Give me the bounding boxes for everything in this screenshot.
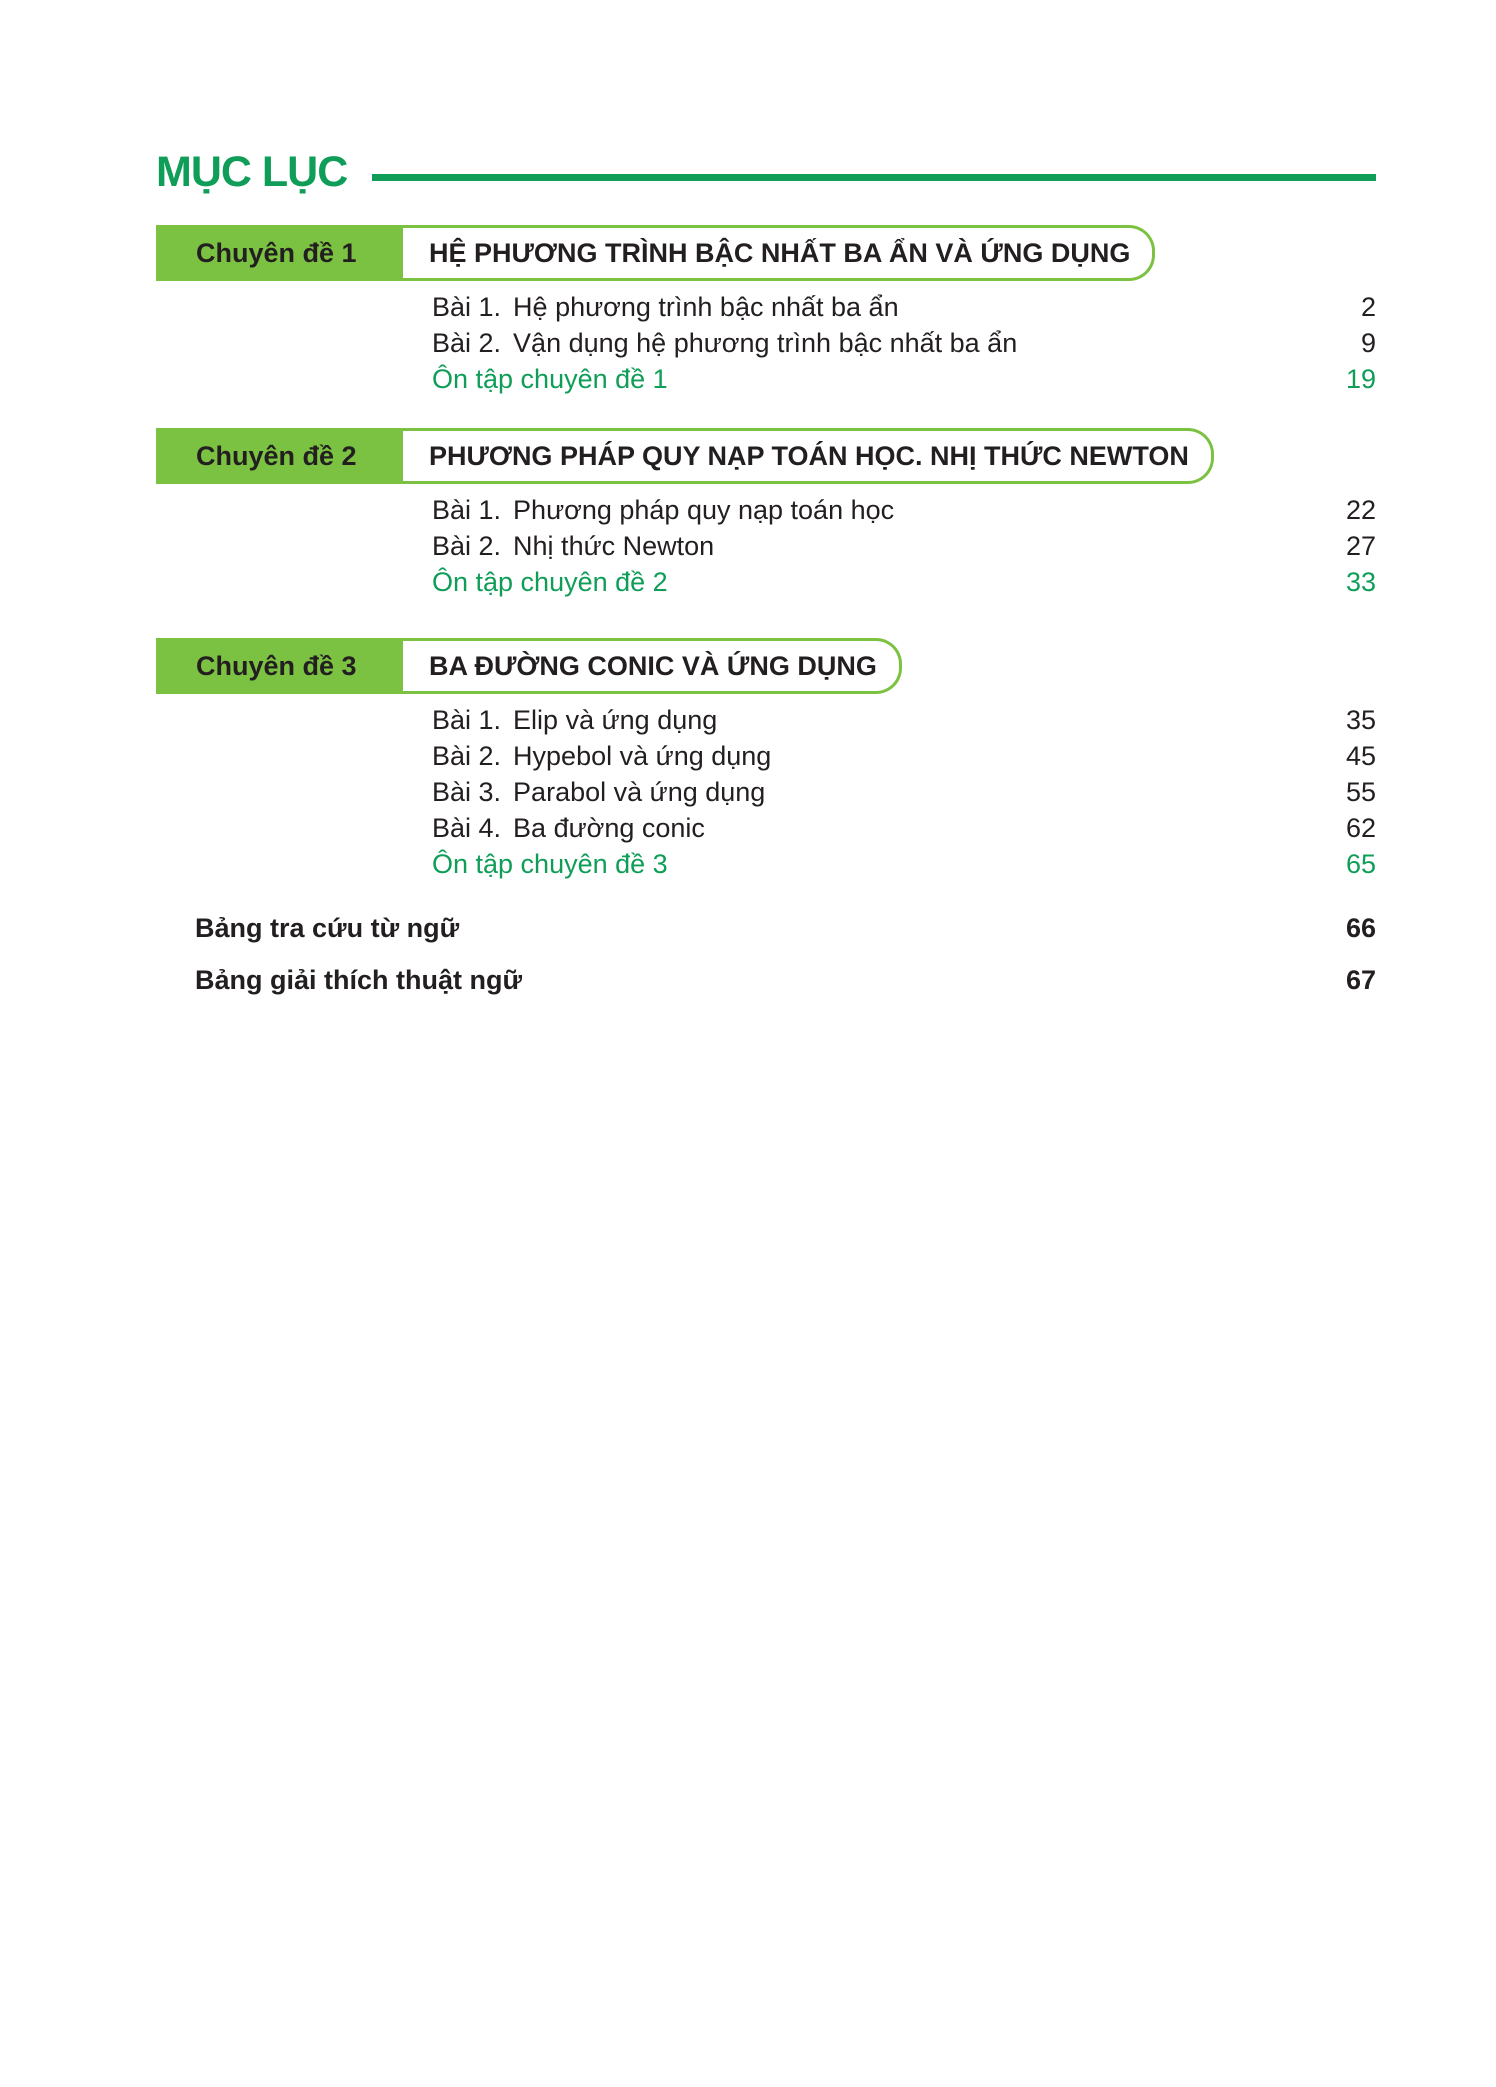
lesson-page-number: 27 bbox=[1345, 531, 1376, 561]
lesson-row[interactable] bbox=[156, 325, 1376, 361]
chapter-3 bbox=[156, 638, 1376, 882]
review-page-number: 65 bbox=[1345, 849, 1376, 879]
lesson-text bbox=[432, 528, 714, 564]
lesson-row[interactable] bbox=[156, 810, 1376, 846]
lesson-title: Hệ phương trình bậc nhất ba ẩn bbox=[513, 292, 899, 322]
review-title: Ôn tập chuyên đề 1 bbox=[432, 364, 668, 394]
chapter-title: PHƯƠNG PHÁP QUY NẠP TOÁN HỌC. NHỊ THỨC NEWTON bbox=[403, 428, 1214, 484]
review-title: Ôn tập chuyên đề 3 bbox=[432, 849, 668, 879]
lesson-text bbox=[432, 738, 771, 774]
chapter-2 bbox=[156, 428, 1376, 600]
lesson-list bbox=[156, 702, 1376, 882]
lesson-title: Elip và ứng dụng bbox=[513, 705, 718, 735]
lesson-list bbox=[156, 492, 1376, 600]
chapter-label: Chuyên đề 3 bbox=[156, 638, 403, 694]
lesson-number: Bài 3. bbox=[432, 777, 502, 807]
lesson-number: Bài 1. bbox=[432, 705, 502, 735]
chapter-label: Chuyên đề 1 bbox=[156, 225, 403, 281]
lesson-page-number: 9 bbox=[1360, 328, 1376, 358]
review-row[interactable] bbox=[156, 564, 1376, 600]
appendix-title: Bảng giải thích thuật ngữ bbox=[195, 965, 523, 995]
appendix-page-number: 66 bbox=[1345, 913, 1376, 943]
lesson-row[interactable] bbox=[156, 738, 1376, 774]
lesson-number: Bài 4. bbox=[432, 813, 502, 843]
lesson-page-number: 45 bbox=[1345, 741, 1376, 771]
lesson-title: Hypebol và ứng dụng bbox=[513, 741, 772, 771]
lesson-number: Bài 2. bbox=[432, 328, 502, 358]
lesson-number: Bài 1. bbox=[432, 495, 502, 525]
lesson-title: Parabol và ứng dụng bbox=[513, 777, 766, 807]
lesson-text bbox=[432, 702, 717, 738]
lesson-page-number: 55 bbox=[1345, 777, 1376, 807]
chapter-header bbox=[156, 428, 1376, 484]
lesson-text bbox=[432, 774, 765, 810]
lesson-page-number: 2 bbox=[1360, 292, 1376, 322]
chapter-header bbox=[156, 225, 1376, 281]
lesson-row[interactable] bbox=[156, 702, 1376, 738]
page-title: MỤC LỤC bbox=[156, 148, 348, 196]
lesson-number: Bài 2. bbox=[432, 741, 502, 771]
lesson-number: Bài 1. bbox=[432, 292, 502, 322]
chapter-title: BA ĐƯỜNG CONIC VÀ ỨNG DỤNG bbox=[403, 638, 902, 694]
lesson-row[interactable] bbox=[156, 289, 1376, 325]
lesson-title: Vận dụng hệ phương trình bậc nhất ba ẩn bbox=[513, 328, 1018, 358]
lesson-text bbox=[432, 325, 1017, 361]
lesson-row[interactable] bbox=[156, 528, 1376, 564]
title-rule bbox=[372, 174, 1376, 181]
chapter-title: HỆ PHƯƠNG TRÌNH BẬC NHẤT BA ẨN VÀ ỨNG DỤNG bbox=[403, 225, 1155, 281]
appendix-row[interactable] bbox=[195, 960, 1376, 1000]
lesson-title: Phương pháp quy nạp toán học bbox=[513, 495, 895, 525]
chapter-header bbox=[156, 638, 1376, 694]
review-page-number: 19 bbox=[1345, 364, 1376, 394]
chapter-1 bbox=[156, 225, 1376, 397]
appendix-title: Bảng tra cứu từ ngữ bbox=[195, 913, 460, 943]
lesson-number: Bài 2. bbox=[432, 531, 502, 561]
lesson-text bbox=[432, 289, 899, 325]
lesson-title: Ba đường conic bbox=[513, 813, 705, 843]
lesson-page-number: 22 bbox=[1345, 495, 1376, 525]
review-row[interactable] bbox=[156, 846, 1376, 882]
lesson-page-number: 35 bbox=[1345, 705, 1376, 735]
appendix-page-number: 67 bbox=[1345, 965, 1376, 995]
lesson-list bbox=[156, 289, 1376, 397]
review-page-number: 33 bbox=[1345, 567, 1376, 597]
review-title: Ôn tập chuyên đề 2 bbox=[432, 567, 668, 597]
appendix-row[interactable] bbox=[195, 908, 1376, 948]
lesson-page-number: 62 bbox=[1345, 813, 1376, 843]
lesson-title: Nhị thức Newton bbox=[513, 531, 715, 561]
lesson-row[interactable] bbox=[156, 492, 1376, 528]
review-row[interactable] bbox=[156, 361, 1376, 397]
chapter-label: Chuyên đề 2 bbox=[156, 428, 403, 484]
lesson-text bbox=[432, 492, 894, 528]
lesson-text bbox=[432, 810, 705, 846]
lesson-row[interactable] bbox=[156, 774, 1376, 810]
